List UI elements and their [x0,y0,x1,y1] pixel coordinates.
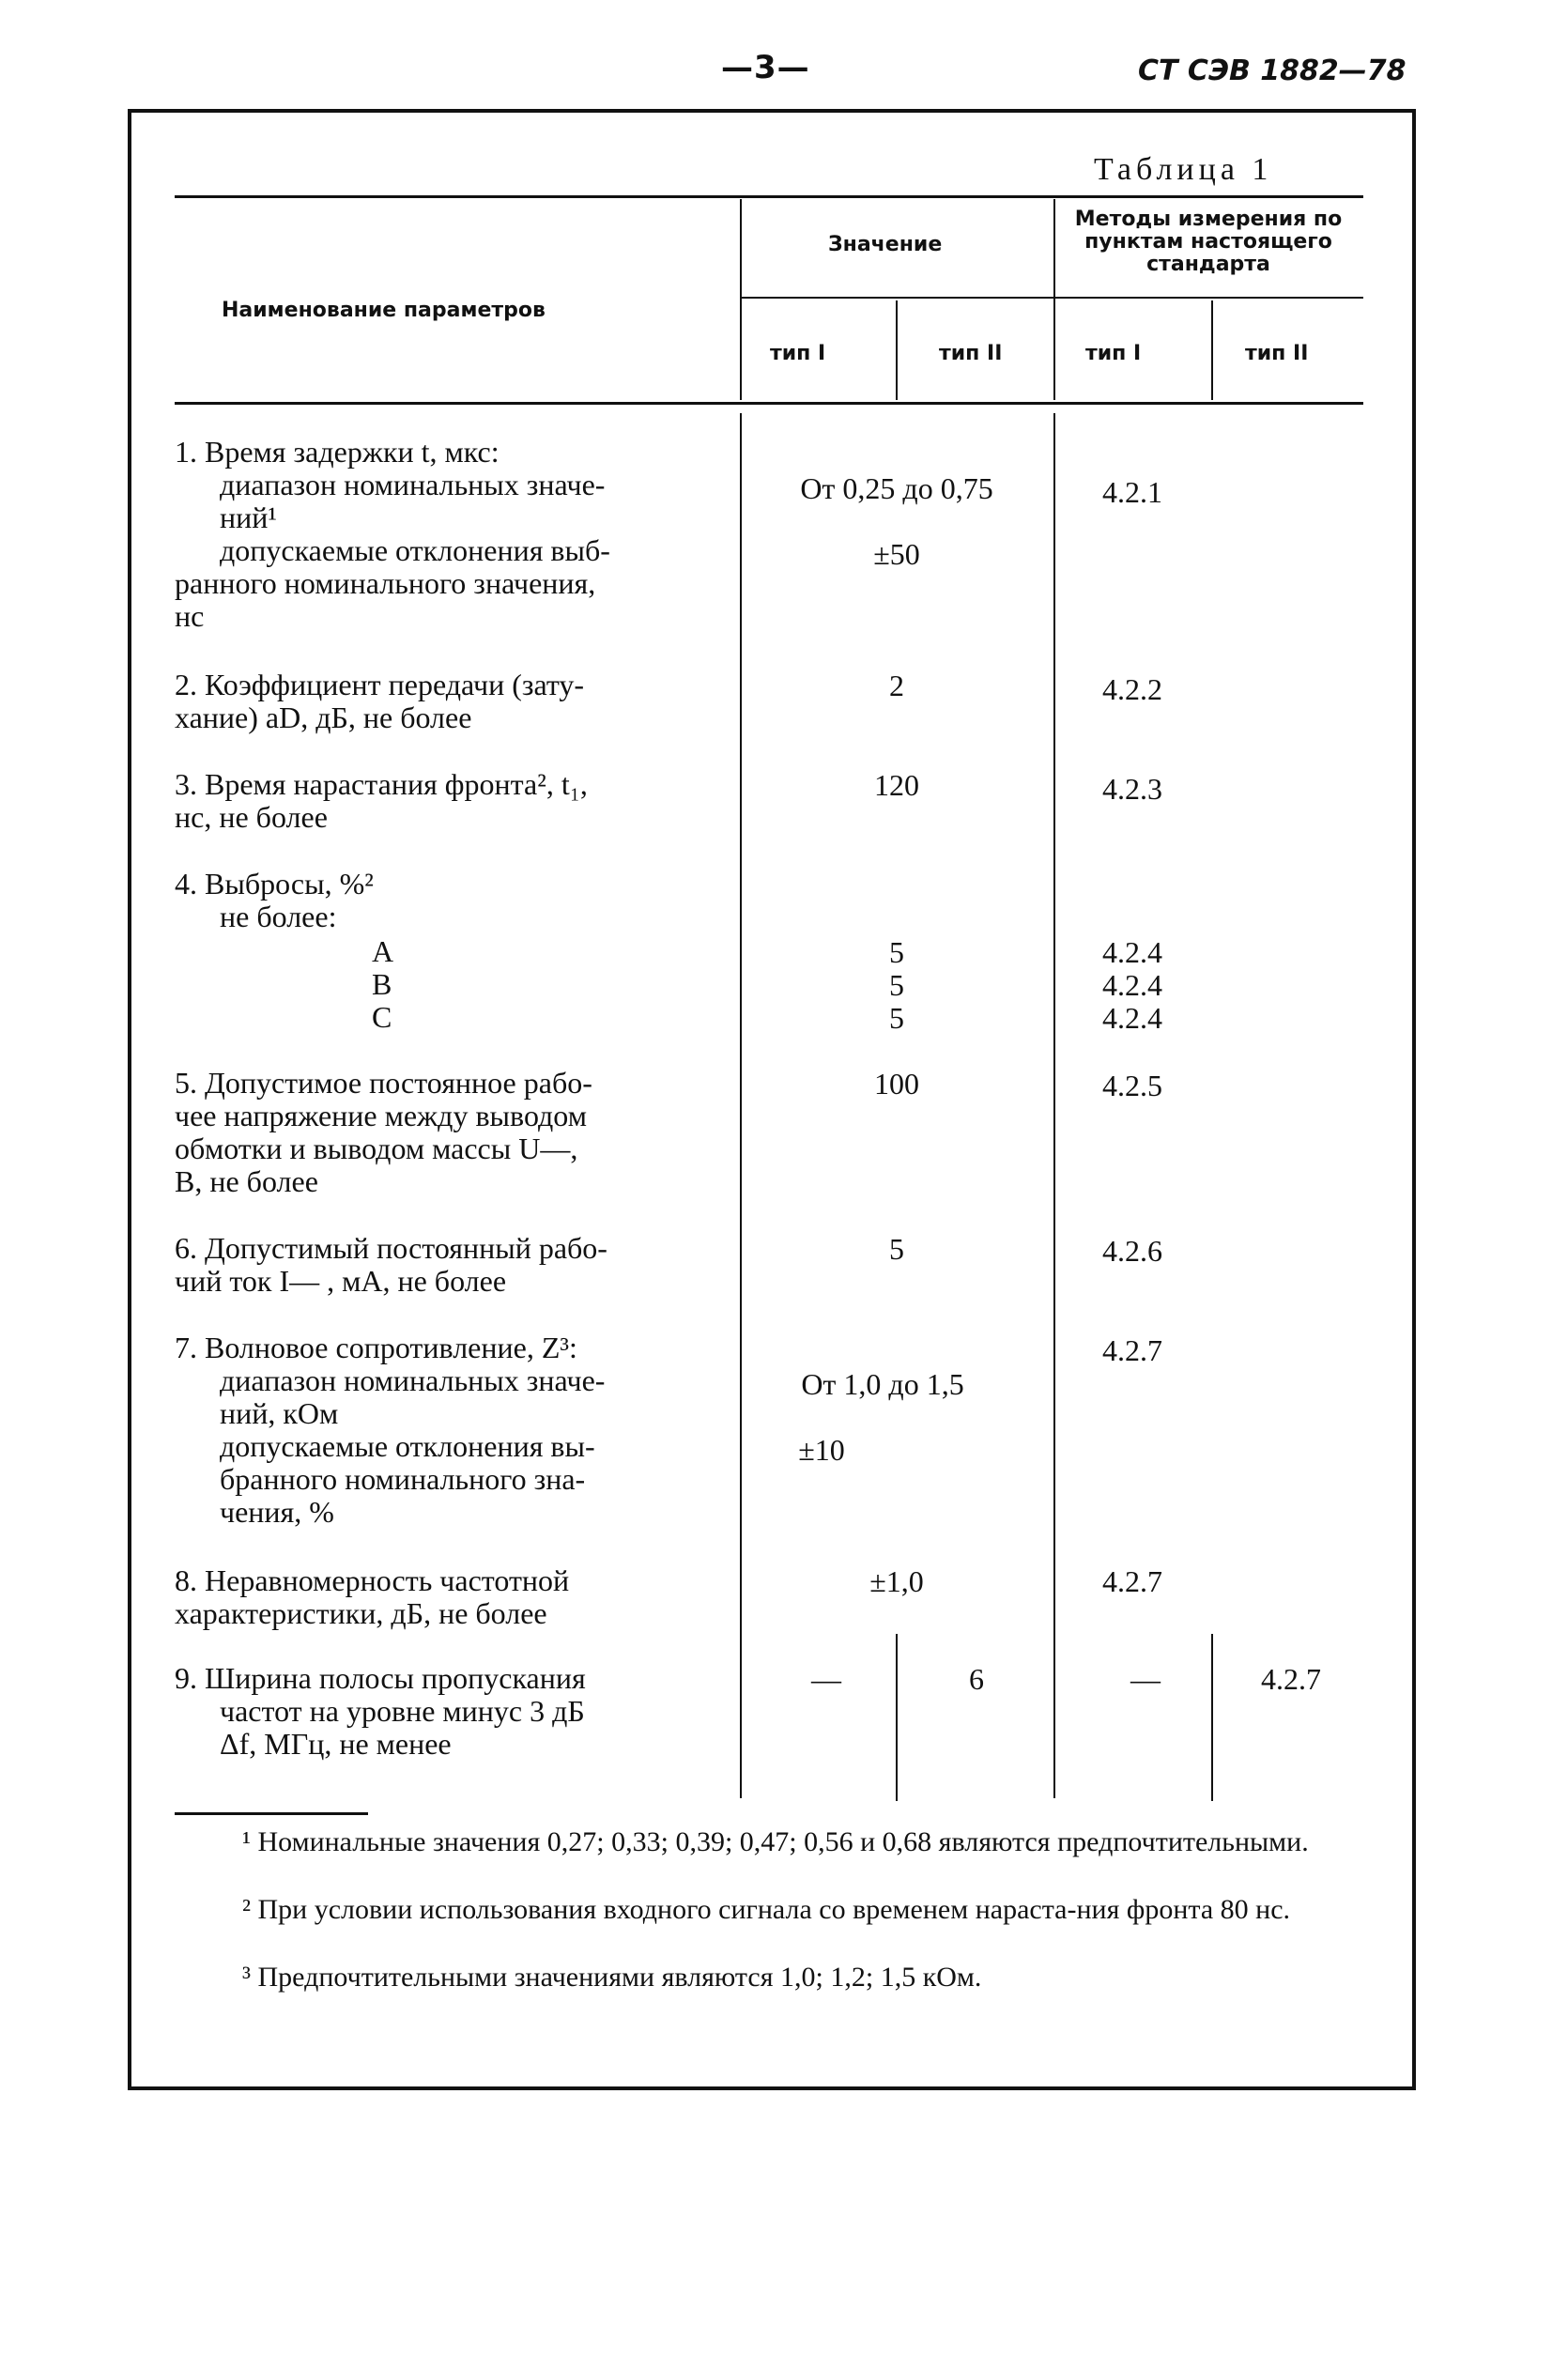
row-3-line-1: 3. Время нарастания фронта², t₁, [175,767,588,801]
row-5-line-1: 5. Допустимое постоянное рабо- [175,1066,592,1100]
row-3-method: 4.2.3 [1102,772,1162,806]
body-rule-name-value [740,413,742,1798]
header-method-type1: тип I [1085,342,1142,365]
row-1-name [175,436,719,633]
row-4-sub-b-label: B [372,967,392,1001]
header-value-type1: тип I [770,342,826,365]
row-2-name [175,669,719,734]
header-bottom-rule [175,402,1363,405]
row-8-name [175,1564,719,1630]
row-8-value: ±1,0 [869,1564,924,1598]
footnote-3: ³ Предпочтительными значениями являются 1,0; 1,2; 1,5 кОм. [242,1962,982,1993]
row-5-name [175,1067,719,1198]
body-rule-row9-value [896,1634,898,1801]
row-4-sub-a-label: A [372,934,394,968]
header-value: Значение [828,233,943,256]
row-7-value-range: От 1,0 до 1,5 [801,1367,964,1401]
row-7-line-5: бранного номинального зна- [220,1462,586,1496]
row-4-sub-c-label: C [372,1000,392,1034]
frame-left-rule [128,109,131,2090]
row-4-sub-b-method: 4.2.4 [1102,968,1162,1002]
row-5-value: 100 [874,1067,919,1101]
row-4-line-2: не более: [220,900,337,933]
row-7-line-4: допускаемые отклонения вы- [220,1429,595,1463]
header-mid-rule [742,297,1363,299]
row-9-method-type1: — [1130,1662,1161,1696]
footnote-1: ¹ Номинальные значения 0,27; 0,33; 0,39; 0,47; 0,56 и 0,68 являются предпочтительными. [242,1826,1309,1857]
row-5-line-3: обмотки и выводом массы U—, [175,1132,578,1165]
row-1-line-3: ний¹ [220,500,277,534]
row-3-line-2: нс, не более [175,800,328,834]
col-rule-value-types [896,300,898,400]
header-value-type2: тип II [939,342,1003,365]
row-5-line-2: чее напряжение между выводом [175,1099,587,1132]
row-7-line-6: чения, % [220,1495,334,1529]
row-9-value-type2: 6 [969,1662,984,1696]
row-9-line-1: 9. Ширина полосы пропускания [175,1661,586,1695]
row-8-line-2: характеристики, дБ, не более [175,1596,547,1630]
row-2-method: 4.2.2 [1102,672,1162,706]
row-5-method: 4.2.5 [1102,1069,1162,1102]
row-1-line-1: 1. Время задержки t, мкс: [175,435,500,469]
row-7-line-2: диапазон номинальных значе- [220,1363,606,1397]
col-rule-value-method [1053,199,1055,400]
row-9-name [175,1662,719,1761]
row-2-line-2: хание) aD, дБ, не более [175,701,472,734]
row-1-value-tolerance: ±50 [873,537,920,571]
body-rule-row9-method [1211,1634,1213,1801]
row-2-value: 2 [889,669,904,702]
row-7-name [175,1332,719,1529]
row-4-sub-b-value: 5 [889,968,904,1002]
row-4-sub-a-method: 4.2.4 [1102,935,1162,969]
footnote-separator [175,1812,368,1815]
row-8-line-1: 8. Неравномерность частотной [175,1563,570,1597]
row-7-method: 4.2.7 [1102,1333,1162,1367]
row-9-method-type2: 4.2.7 [1261,1662,1321,1696]
row-6-line-1: 6. Допустимый постоянный рабо- [175,1231,607,1265]
row-9-value-type1: — [811,1662,841,1696]
row-7-line-3: ний, кОм [220,1396,339,1430]
row-5-line-4: В, не более [175,1164,318,1198]
row-4-sub-c-method: 4.2.4 [1102,1001,1162,1035]
row-8-method: 4.2.7 [1102,1564,1162,1598]
row-7-value-tolerance: ±10 [798,1433,845,1467]
row-6-line-2: чий ток I— , мА, не более [175,1264,507,1298]
row-9-line-3: Δf, МГц, не менее [220,1727,452,1761]
row-6-name [175,1232,719,1298]
frame-right-rule [1412,109,1416,2090]
col-rule-method-types [1211,300,1213,400]
standard-code: СТ СЭВ 1882—78 [1138,54,1407,87]
row-4-sub-a-value: 5 [889,935,904,969]
row-1-line-4: допускаемые отклонения выб- [220,533,610,567]
table-title: Таблица 1 [1094,152,1273,187]
row-1-value-range: От 0,25 до 0,75 [800,471,993,505]
frame-top-rule [128,109,1416,113]
row-4-line-1: 4. Выбросы, %² [175,867,374,901]
row-4-name [175,868,719,933]
page-number: —3— [721,49,810,86]
body-rule-value-method [1053,413,1055,1798]
row-3-value: 120 [874,768,919,802]
row-6-value: 5 [889,1232,904,1266]
frame-bottom-rule [128,2086,1416,2090]
header-parameter-name: Наименование параметров [222,299,546,322]
row-2-line-1: 2. Коэффициент передачи (зату- [175,668,585,701]
row-6-method: 4.2.6 [1102,1234,1162,1268]
row-4-sub-c-value: 5 [889,1001,904,1035]
row-1-line-5: ранного номинального значения, [175,566,596,600]
header-methods: Методы измерения по пунктам настоящего стандарта [1074,208,1343,276]
row-1-line-6: нс [175,599,205,633]
row-1-line-2: диапазон номинальных значе- [220,468,606,501]
col-rule-name-value [740,199,742,400]
row-3-name [175,768,719,834]
header-method-type2: тип II [1245,342,1309,365]
row-7-line-1: 7. Волновое сопротивление, Z³: [175,1331,577,1364]
footnote-2: ² При условии использования входного сигнала со временем нараста-ния фронта 80 нс. [242,1894,1291,1925]
table-top-rule [175,195,1363,198]
row-1-method: 4.2.1 [1102,475,1162,509]
row-9-line-2: частот на уровне минус 3 дБ [220,1694,585,1728]
